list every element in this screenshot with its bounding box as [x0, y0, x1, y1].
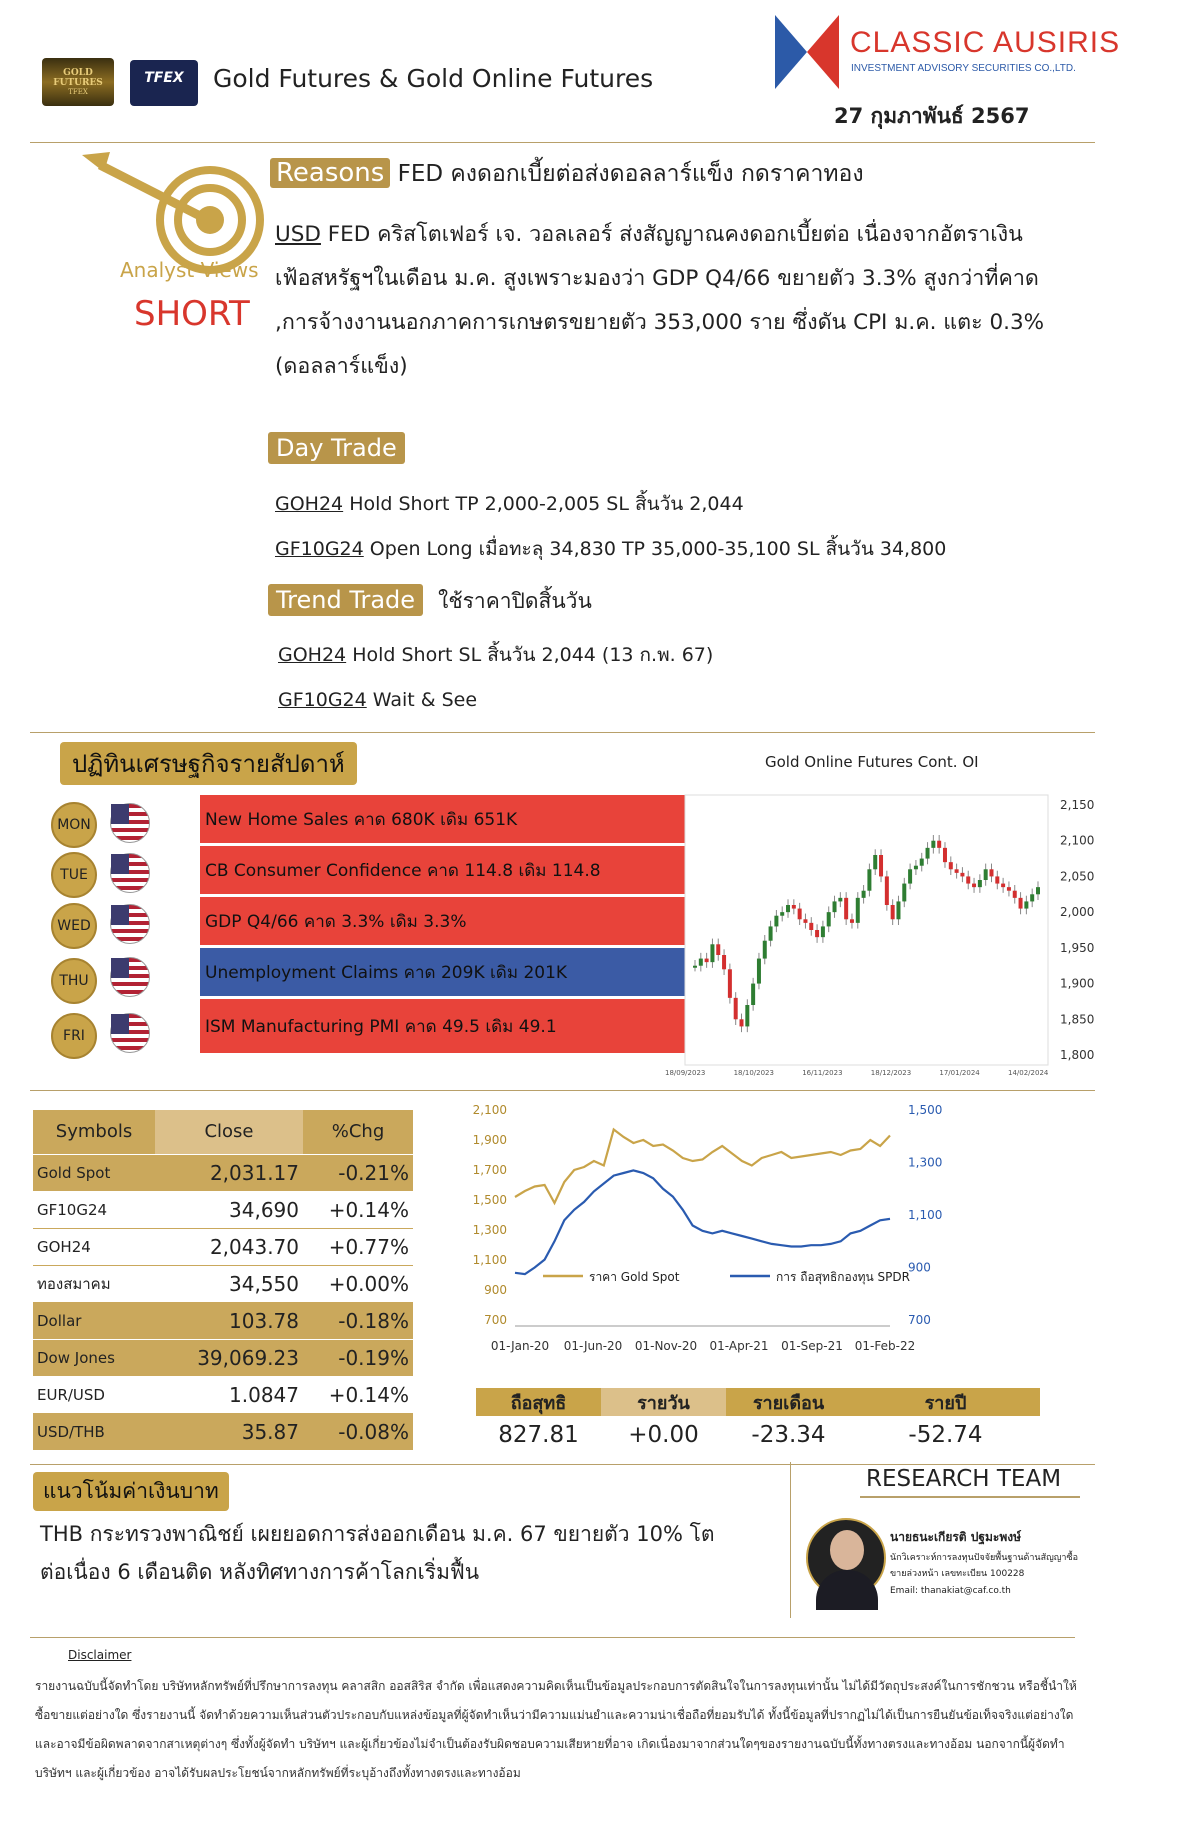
- oi-candle: [995, 876, 999, 883]
- oi-candle: [966, 876, 970, 883]
- symbols-table-row: [33, 1302, 413, 1339]
- spdr-y-right-tick: 1,500: [908, 1103, 943, 1117]
- spdr-x-tick: 01-Jun-20: [563, 1339, 623, 1353]
- oi-candle: [1001, 884, 1005, 888]
- divider-disclaimer: [30, 1637, 1075, 1638]
- us-flag-icon: [110, 853, 150, 893]
- calendar-title: ปฏิทินเศรษฐกิจรายสัปดาห์: [60, 742, 357, 785]
- symbol-cell: Gold Spot: [33, 1154, 155, 1191]
- vertical-divider: [790, 1462, 791, 1618]
- oi-candle: [757, 959, 761, 984]
- divider-bottom: [30, 1464, 1095, 1465]
- chg-cell: +0.14%: [303, 1376, 413, 1413]
- oi-y-tick: 2,150: [1060, 798, 1095, 812]
- day-badge: THU: [51, 958, 97, 1004]
- symbol-cell: GOH24: [33, 1228, 155, 1265]
- spdr-y-right-tick: 700: [908, 1313, 931, 1327]
- oi-candle: [716, 944, 720, 955]
- spdr-y-left-tick: 1,900: [472, 1133, 507, 1147]
- oi-candle: [705, 959, 709, 963]
- oi-candle: [908, 869, 912, 883]
- us-flag-icon: [110, 803, 150, 843]
- symbols-table-row: [33, 1376, 413, 1413]
- reasons-headline: FED คงดอกเบี้ยต่อส่งดอลลาร์แข็ง กดราคาทอง: [397, 161, 864, 187]
- day-badge: WED: [51, 903, 97, 949]
- trend-trade-item: [278, 678, 713, 723]
- oi-candle: [798, 909, 802, 920]
- calendar-event: GDP Q4/66 คาด 3.3% เดิม 3.3%: [200, 897, 710, 947]
- oi-y-tick: 1,850: [1060, 1012, 1095, 1027]
- day-trade-text: Open Long เมื่อทะลุ 34,830 TP 35,000-35,100 SL สิ้นวัน 34,800: [363, 538, 947, 560]
- us-flag-icon: [110, 1013, 150, 1053]
- reasons-line3: ,การจ้างงานนอกภาคการเกษตรขยายตัว 353,000 ราย ซึ่งดัน CPI ม.ค. แตะ 0.3%: [275, 310, 1045, 335]
- oi-candle: [943, 848, 947, 862]
- calendar-row: [45, 897, 695, 943]
- chg-cell: -0.08%: [303, 1413, 413, 1450]
- oi-y-tick: 1,900: [1060, 976, 1095, 991]
- spdr-holdings: [476, 1388, 1040, 1454]
- symbol-cell: Dow Jones: [33, 1339, 155, 1376]
- gold-spot-line: [515, 1130, 890, 1204]
- oi-candle: [774, 916, 778, 927]
- baht-body: [40, 1515, 715, 1591]
- divider-mid: [30, 732, 1095, 733]
- oi-candle: [931, 841, 935, 848]
- close-cell: 34,550: [155, 1265, 303, 1302]
- close-cell: 2,043.70: [155, 1228, 303, 1265]
- spdr-y-left-tick: 1,700: [472, 1163, 507, 1177]
- day-trade-symbol: GOH24: [275, 493, 344, 515]
- day-trade-text: Hold Short TP 2,000-2,005 SL สิ้นวัน 2,044: [343, 493, 744, 515]
- trend-trade-list: [278, 633, 713, 723]
- oi-candle: [780, 912, 784, 916]
- close-cell: 35.87: [155, 1413, 303, 1450]
- holdings-header: รายปี: [851, 1388, 1040, 1416]
- oi-candle: [786, 905, 790, 912]
- spdr-y-right-tick: 900: [908, 1260, 931, 1275]
- oi-candle: [984, 869, 988, 880]
- target-arrow-icon: [80, 150, 260, 260]
- oi-candle: [803, 919, 807, 923]
- spdr-y-left-tick: 1,300: [472, 1223, 507, 1237]
- oi-x-tick: 17/01/2024: [939, 1069, 980, 1077]
- disclaimer-title: Disclaimer: [68, 1648, 132, 1662]
- chg-header: %Chg: [303, 1110, 413, 1154]
- analyst-role2: ขายล่วงหน้า เลขทะเบียน 100228: [890, 1569, 1025, 1579]
- oi-candle: [699, 959, 703, 966]
- calendar-event: New Home Sales คาด 680K เดิม 651K: [200, 795, 710, 845]
- spdr-y-right-tick: 1,300: [908, 1155, 943, 1170]
- oi-candle: [955, 869, 959, 873]
- oi-candle: [821, 926, 825, 937]
- us-flag-icon: [110, 904, 150, 944]
- holdings-value: +0.00: [628, 1422, 699, 1448]
- oi-candle: [833, 901, 837, 912]
- reasons-line1: FED คริสโตเฟอร์ เจ. วอลเลอร์ ส่งสัญญาณคงดอกเบี้ยต่อ เนื่องจากอัตราเงิน: [320, 222, 1023, 247]
- tfex-logo-text: TFEX: [144, 70, 184, 86]
- oi-candle: [815, 930, 819, 937]
- chg-cell: -0.21%: [303, 1154, 413, 1191]
- oi-candle: [920, 859, 924, 866]
- oi-candle: [734, 998, 738, 1019]
- reasons-currency: USD: [275, 222, 321, 247]
- spdr-x-tick: 01-Apr-21: [709, 1339, 769, 1353]
- symbols-table-row: [33, 1228, 413, 1265]
- oi-candle: [862, 891, 866, 898]
- symbol-cell: Dollar: [33, 1302, 155, 1339]
- gold-futures-logo-sub: TFEX: [68, 88, 88, 96]
- analyst-email: Email: thanakiat@caf.co.th: [890, 1586, 1011, 1596]
- chg-cell: +0.77%: [303, 1228, 413, 1265]
- oi-candle: [1024, 901, 1028, 908]
- oi-candle: [873, 855, 877, 869]
- oi-candle: [867, 869, 871, 890]
- oi-candle: [763, 941, 767, 959]
- trend-trade-item: [278, 633, 713, 678]
- symbols-table: [33, 1110, 413, 1451]
- calendar-event: CB Consumer Confidence คาด 114.8 เดิม 114.8: [200, 846, 710, 896]
- holdings-value: 827.81: [498, 1422, 579, 1448]
- oi-candle: [728, 969, 732, 998]
- brand-name: CLASSIC AUSIRIS: [850, 26, 1121, 59]
- oi-candle: [693, 966, 697, 968]
- day-trade-symbol: GF10G24: [275, 538, 364, 560]
- baht-tag: แนวโน้มค่าเงินบาท: [33, 1472, 229, 1511]
- oi-candle: [838, 898, 842, 902]
- holdings-value: -23.34: [751, 1422, 826, 1448]
- oi-candle: [792, 905, 796, 909]
- oi-x-tick: 16/11/2023: [802, 1069, 843, 1077]
- classic-ausiris-logo-mark: [775, 15, 839, 89]
- symbols-table-row: [33, 1191, 413, 1228]
- spdr-x-tick: 01-Nov-20: [634, 1339, 698, 1353]
- oi-candle: [960, 873, 964, 877]
- chg-cell: +0.14%: [303, 1191, 413, 1228]
- chg-cell: +0.00%: [303, 1265, 413, 1302]
- reasons-line4: (ดอลลาร์แข็ง): [275, 354, 408, 379]
- trend-trade-row: [268, 585, 592, 618]
- analyst-views-label: Analyst Views: [120, 258, 259, 282]
- analyst-role: นักวิเคราะห์การลงทุนปัจจัยพื้นฐานด้านสัญญาซื้อ: [890, 1553, 1078, 1563]
- oi-x-tick: 18/10/2023: [733, 1069, 774, 1077]
- analyst-name: นายธนะเกียรติ ปฐมะพงษ์: [890, 1530, 1022, 1544]
- us-flag-icon: [110, 957, 150, 997]
- symbol-cell: GF10G24: [33, 1191, 155, 1228]
- oi-candle: [926, 848, 930, 859]
- symbols-table-header: [33, 1110, 413, 1154]
- close-cell: 39,069.23: [155, 1339, 303, 1376]
- oi-candle: [1030, 894, 1034, 901]
- spdr-y-left-tick: 900: [484, 1283, 507, 1297]
- oi-candle: [937, 841, 941, 848]
- report-date: 27 กุมภาพันธ์ 2567: [834, 104, 1030, 128]
- close-cell: 34,690: [155, 1191, 303, 1228]
- symbol-cell: USD/THB: [33, 1413, 155, 1450]
- oi-candle: [710, 944, 714, 962]
- calendar-events: [45, 795, 725, 1060]
- close-cell: 2,031.17: [155, 1154, 303, 1191]
- spdr-y-left-tick: 1,500: [472, 1193, 507, 1207]
- day-trade-list: [275, 482, 946, 572]
- trend-trade-text: Wait & See: [366, 689, 478, 711]
- oi-candle: [1019, 898, 1023, 909]
- day-badge: TUE: [51, 852, 97, 898]
- close-cell: 103.78: [155, 1302, 303, 1339]
- symbols-table-row: [33, 1413, 413, 1450]
- calendar-row: [45, 846, 695, 892]
- calendar-row: [45, 999, 695, 1045]
- spdr-x-tick: 01-Jan-20: [490, 1339, 550, 1353]
- day-badge: MON: [51, 802, 97, 848]
- oi-candle: [978, 880, 982, 887]
- day-trade-tag: Day Trade: [268, 432, 405, 464]
- trend-trade-symbol: GOH24: [278, 644, 347, 666]
- oi-y-tick: 1,950: [1060, 940, 1095, 955]
- spdr-legend-label: ราคา Gold Spot: [589, 1270, 680, 1284]
- holdings-header: รายวัน: [601, 1388, 726, 1416]
- oi-chart: [665, 780, 1100, 1080]
- spdr-y-right-tick: 1,100: [908, 1208, 943, 1222]
- day-badge: FRI: [51, 1013, 97, 1059]
- page-title: Gold Futures & Gold Online Futures: [213, 64, 654, 93]
- symbols-table-row: [33, 1265, 413, 1302]
- spdr-holdings-line: [515, 1170, 890, 1274]
- oi-chart-title: Gold Online Futures Cont. OI: [765, 753, 979, 771]
- symbols-table-row: [33, 1154, 413, 1191]
- oi-candle: [722, 955, 726, 969]
- oi-y-tick: 2,000: [1060, 905, 1095, 920]
- oi-candle: [1013, 891, 1017, 898]
- oi-y-tick: 2,050: [1060, 869, 1095, 884]
- oi-candle: [745, 1005, 749, 1026]
- research-title-underline: [860, 1496, 1080, 1498]
- analyst-avatar: [806, 1518, 886, 1598]
- disclaimer-text: รายงานฉบับนี้จัดทำโดย บริษัทหลักทรัพย์ที่ปรึกษาการลงทุน คลาสสิก ออสสิริส จำกัด เพื่อแสดงความคิดเห็นเป็นข้อมูลประกอบการตัดสินใจในการลงทุนเท่านั้น ไม่ได้มีวัตถุประสงค์ในการชักชวน หรือชี้นำให้ซื้อขายแต่อย่างใด ซึ่งรายงานนี้ จัดทำด้วยความเห็นส่วนตัวประกอบกับแหล่งข้อมูลที่ผู้จัดทำเห็นว่ามีความแม่นยำและความน่าเชื่อถือที่ยอมรับได้ ทั้งนี้ข้อมูลที่ปรากฏไม่ได้เป็นการยืนยันข้อเท็จจริงแต่อย่างใดและอาจมีข้อผิดพลาดจากสาเหตุต่างๆ ซึ่งทั้งผู้จัดทำ บริษัทฯ และผู้เกี่ยวข้องไม่จำเป็นต้องรับผิดชอบความเสียหายที่อาจ เกิดเนื่องมาจากส่วนใดๆของรายงานฉบับนี้ทั้งทางตรงและทางอ้อม นอกจากนี้ผู้จัดทำ บริษัทฯ และผู้เกี่ยวข้อง อาจได้รับผลประโยชน์จากหลักทรัพย์ที่ระบุอ้างถึงทั้งทางตรงและทางอ้อม: [35, 1679, 1077, 1780]
- research-team-title: RESEARCH TEAM: [866, 1466, 1062, 1492]
- close-header: Close: [155, 1110, 303, 1154]
- brand-subtitle: INVESTMENT ADVISORY SECURITIES CO.,LTD.: [851, 63, 1076, 74]
- calendar-row: [45, 948, 695, 994]
- spdr-legend-label: การ ถือสุทธิกองทุน SPDR: [776, 1270, 910, 1284]
- spdr-x-tick: 01-Feb-22: [854, 1339, 916, 1353]
- reasons-tag: Reasons: [270, 158, 390, 188]
- oi-candle: [885, 876, 889, 905]
- oi-y-tick: 1,800: [1060, 1048, 1095, 1062]
- oi-candle: [891, 905, 895, 919]
- day-trade-item: [275, 482, 946, 527]
- oi-candle: [827, 912, 831, 926]
- oi-candle: [856, 898, 860, 923]
- close-cell: 1.0847: [155, 1376, 303, 1413]
- oi-candle: [989, 869, 993, 876]
- oi-candle: [740, 1019, 744, 1026]
- oi-x-tick: 18/12/2023: [870, 1069, 912, 1077]
- oi-x-tick: 14/02/2024: [1008, 1069, 1049, 1077]
- spdr-y-left-tick: 700: [484, 1313, 507, 1327]
- trend-trade-text: Hold Short SL สิ้นวัน 2,044 (13 ก.พ. 67): [346, 644, 714, 666]
- spdr-x-tick: 01-Sep-21: [781, 1339, 843, 1353]
- gold-futures-logo: [42, 58, 114, 106]
- baht-line1: THB กระทรวงพาณิชย์ เผยยอดการส่งออกเดือน ม.ค. 67 ขยายตัว 10% โต: [40, 1522, 715, 1546]
- baht-line2: ต่อเนื่อง 6 เดือนติด หลังทิศทางการค้าโลกเริ่มฟื้น: [40, 1560, 480, 1584]
- trend-trade-note: ใช้ราคาปิดสิ้นวัน: [438, 589, 592, 613]
- holdings-value: -52.74: [908, 1422, 983, 1448]
- analyst-view-short: SHORT: [134, 294, 250, 334]
- trend-trade-symbol: GF10G24: [278, 689, 367, 711]
- divider-calendar: [30, 1090, 1095, 1091]
- calendar-event: Unemployment Claims คาด 209K เดิม 201K: [200, 948, 710, 998]
- symbols-table-row: [33, 1339, 413, 1376]
- oi-candle: [850, 919, 854, 923]
- holdings-header: ถือสุทธิ: [476, 1388, 601, 1416]
- oi-candle: [879, 855, 883, 876]
- symbol-cell: ทองสมาคม: [33, 1265, 155, 1302]
- oi-candle: [914, 866, 918, 870]
- oi-candle: [949, 862, 953, 869]
- divider-top: [30, 142, 1095, 143]
- oi-candle: [972, 884, 976, 888]
- gold-spdr-chart: [455, 1098, 1035, 1358]
- reasons-body: [275, 213, 1044, 389]
- trend-trade-tag: Trend Trade: [268, 584, 423, 616]
- oi-candle: [896, 901, 900, 919]
- oi-candle: [1036, 887, 1040, 894]
- oi-candle: [809, 923, 813, 930]
- oi-candle: [769, 926, 773, 940]
- chg-cell: -0.18%: [303, 1302, 413, 1339]
- reasons-line2: เฟ้อสหรัฐฯในเดือน ม.ค. สูงเพราะมองว่า GDP Q4/66 ขยายตัว 3.3% สูงกว่าที่คาด: [275, 266, 1039, 291]
- oi-x-tick: 18/09/2023: [665, 1069, 706, 1077]
- chg-cell: -0.19%: [303, 1339, 413, 1376]
- oi-candle: [1007, 887, 1011, 891]
- day-trade-item: [275, 527, 946, 572]
- tfex-logo: [130, 60, 198, 106]
- holdings-header: รายเดือน: [726, 1388, 851, 1416]
- oi-candle: [902, 884, 906, 902]
- oi-candle: [844, 898, 848, 919]
- symbols-header: Symbols: [33, 1110, 155, 1154]
- reasons-headline-row: [270, 156, 864, 192]
- spdr-y-left-tick: 2,100: [472, 1103, 507, 1117]
- spdr-y-left-tick: 1,100: [472, 1253, 507, 1267]
- oi-y-tick: 2,100: [1060, 833, 1095, 848]
- oi-candle: [751, 984, 755, 1005]
- calendar-event: ISM Manufacturing PMI คาด 49.5 เดิม 49.1: [200, 999, 710, 1055]
- gold-futures-logo-text: GOLD FUTURES: [53, 68, 103, 88]
- oi-plot-area: [685, 795, 1048, 1065]
- calendar-row: [45, 795, 695, 841]
- symbol-cell: EUR/USD: [33, 1376, 155, 1413]
